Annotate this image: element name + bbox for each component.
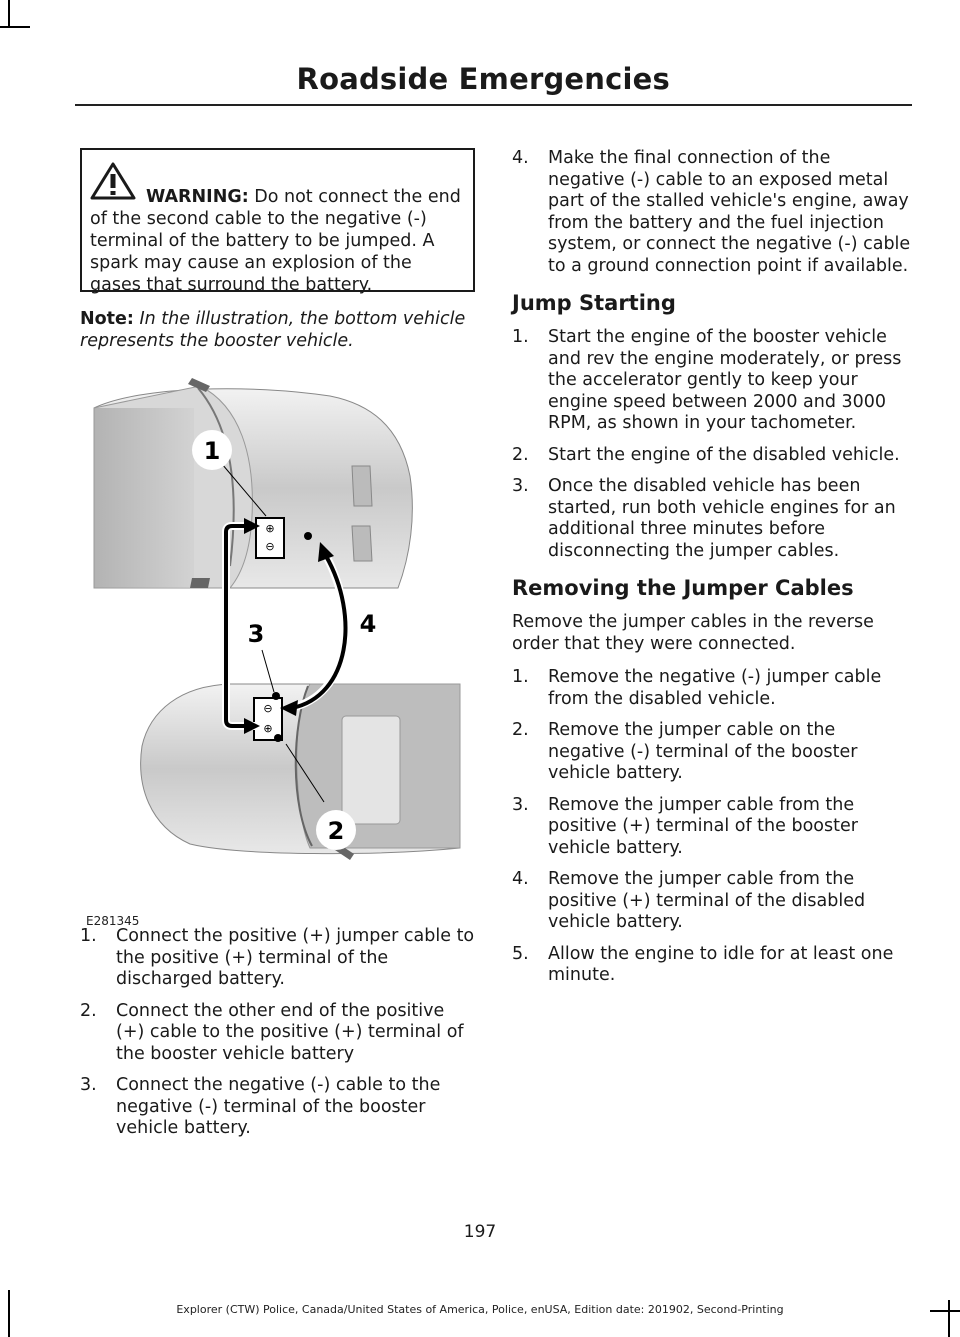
note	[80, 308, 475, 352]
step-text: Start the engine of the disabled vehicle.	[548, 444, 900, 465]
removing-steps	[512, 667, 912, 987]
page-number: 197	[463, 1222, 497, 1242]
svg-text:⊕: ⊕	[265, 522, 275, 535]
step-number: 1.	[80, 926, 97, 946]
footer-edition-note: Explorer (CTW) Police, Canada/United States of America, Police, enUSA, Edition date: 201902, Second-Printing	[176, 1303, 784, 1316]
step-text: Connect the other end of the positive (+) cable to the positive (+) terminal of the booster vehicle battery	[116, 1000, 464, 1064]
step-text: Allow the engine to idle for at least one minute.	[548, 943, 894, 985]
list-item	[80, 1075, 475, 1140]
callout-2-label: 2	[327, 817, 345, 845]
list-item	[80, 1001, 475, 1066]
step-number: 5.	[512, 943, 529, 964]
section-title-removing: Removing the Jumper Cables	[512, 576, 854, 600]
step-text: Make the final connection of the negative (-) cable to an exposed metal part of the stalled vehicle's engine, away from the battery and the fuel injection system, or connect the negative (-) cable to a ground connection point if available.	[548, 148, 911, 276]
crop-mark	[0, 26, 30, 28]
step-text: Remove the jumper cable from the positive (+) terminal of the disabled vehicle battery.	[548, 869, 866, 932]
warning-box	[80, 148, 475, 295]
list-item	[512, 148, 912, 277]
list-item	[512, 327, 912, 435]
list-item	[512, 667, 912, 710]
note-text: In the illustration, the bottom vehicle represents the booster vehicle.	[80, 309, 466, 351]
connect-steps-continued	[512, 148, 912, 277]
step-text: Connect the negative (-) cable to the negative (-) terminal of the booster vehicle battery.	[116, 1075, 441, 1138]
booster-vehicle	[141, 684, 460, 860]
step-number: 4.	[512, 148, 529, 168]
step-number: 3.	[512, 476, 529, 496]
note-label: Note:	[80, 309, 134, 329]
warning-triangle-icon	[88, 160, 138, 202]
list-item	[512, 944, 912, 987]
callout-3-label: 3	[247, 620, 265, 648]
svg-text:⊕: ⊕	[263, 722, 273, 735]
header-rule	[75, 104, 912, 106]
callout-4-label: 4	[359, 610, 377, 638]
warning-text	[90, 164, 465, 296]
page-title: Roadside Emergencies	[296, 62, 670, 96]
left-column	[80, 148, 475, 1150]
step-text: Remove the jumper cable on the negative (-) terminal of the booster vehicle battery.	[548, 720, 858, 783]
list-item	[512, 720, 912, 785]
figure-id: E281345	[86, 914, 140, 928]
list-item	[80, 926, 475, 991]
list-item	[512, 476, 912, 562]
list-item	[512, 869, 912, 934]
ground-point	[304, 532, 312, 540]
booster-positive-point	[274, 734, 282, 742]
booster-battery	[254, 698, 282, 740]
disabled-battery	[256, 518, 284, 558]
warning-body: Do not connect the end of the second cable to the negative (-) terminal of the battery to be jumped. A spark may cause an explosion of the gases that surround the battery.	[90, 187, 461, 295]
step-number: 1.	[512, 327, 529, 347]
step-text: Connect the positive (+) jumper cable to the positive (+) terminal of the discharged battery.	[116, 926, 475, 989]
jump-starting-steps	[512, 327, 912, 562]
svg-text:⊖: ⊖	[263, 702, 273, 715]
booster-negative-point	[272, 692, 280, 700]
callout-1-label: 1	[203, 437, 221, 465]
section-title-jump-starting: Jump Starting	[512, 291, 676, 315]
jump-start-diagram	[80, 366, 472, 926]
step-text: Remove the negative (-) jumper cable from the disabled vehicle.	[548, 667, 882, 709]
step-number: 3.	[512, 794, 529, 815]
step-number: 3.	[80, 1075, 97, 1095]
list-item	[512, 445, 912, 467]
warning-label: WARNING:	[146, 187, 249, 207]
svg-text:⊖: ⊖	[265, 540, 275, 553]
step-number: 4.	[512, 869, 529, 889]
callout-2	[316, 810, 356, 850]
disabled-vehicle	[94, 378, 412, 588]
step-number: 2.	[512, 444, 529, 465]
callout-4	[360, 610, 377, 638]
callout-1	[192, 430, 232, 470]
connect-steps-list	[80, 926, 475, 1140]
list-item	[512, 795, 912, 860]
step-text: Start the engine of the booster vehicle and rev the engine moderately, or press the accelerator gently to keep your engine speed between 2000 and 3000 RPM, as shown in your tachometer.	[548, 327, 902, 433]
step-number: 2.	[80, 1000, 97, 1021]
jump-start-illustration	[80, 366, 472, 926]
removing-intro: Remove the jumper cables in the reverse order that they were connected.	[512, 612, 874, 654]
step-text: Remove the jumper cable from the positive (+) terminal of the booster vehicle battery.	[548, 794, 858, 858]
right-column	[512, 148, 912, 997]
step-number: 2.	[512, 720, 529, 740]
step-number: 1.	[512, 667, 529, 687]
step-text: Once the disabled vehicle has been started, run both vehicle engines for an additional three minutes before disconnecting the jumper cables.	[548, 476, 896, 561]
crop-mark	[8, 0, 10, 28]
callout-3	[248, 620, 265, 648]
